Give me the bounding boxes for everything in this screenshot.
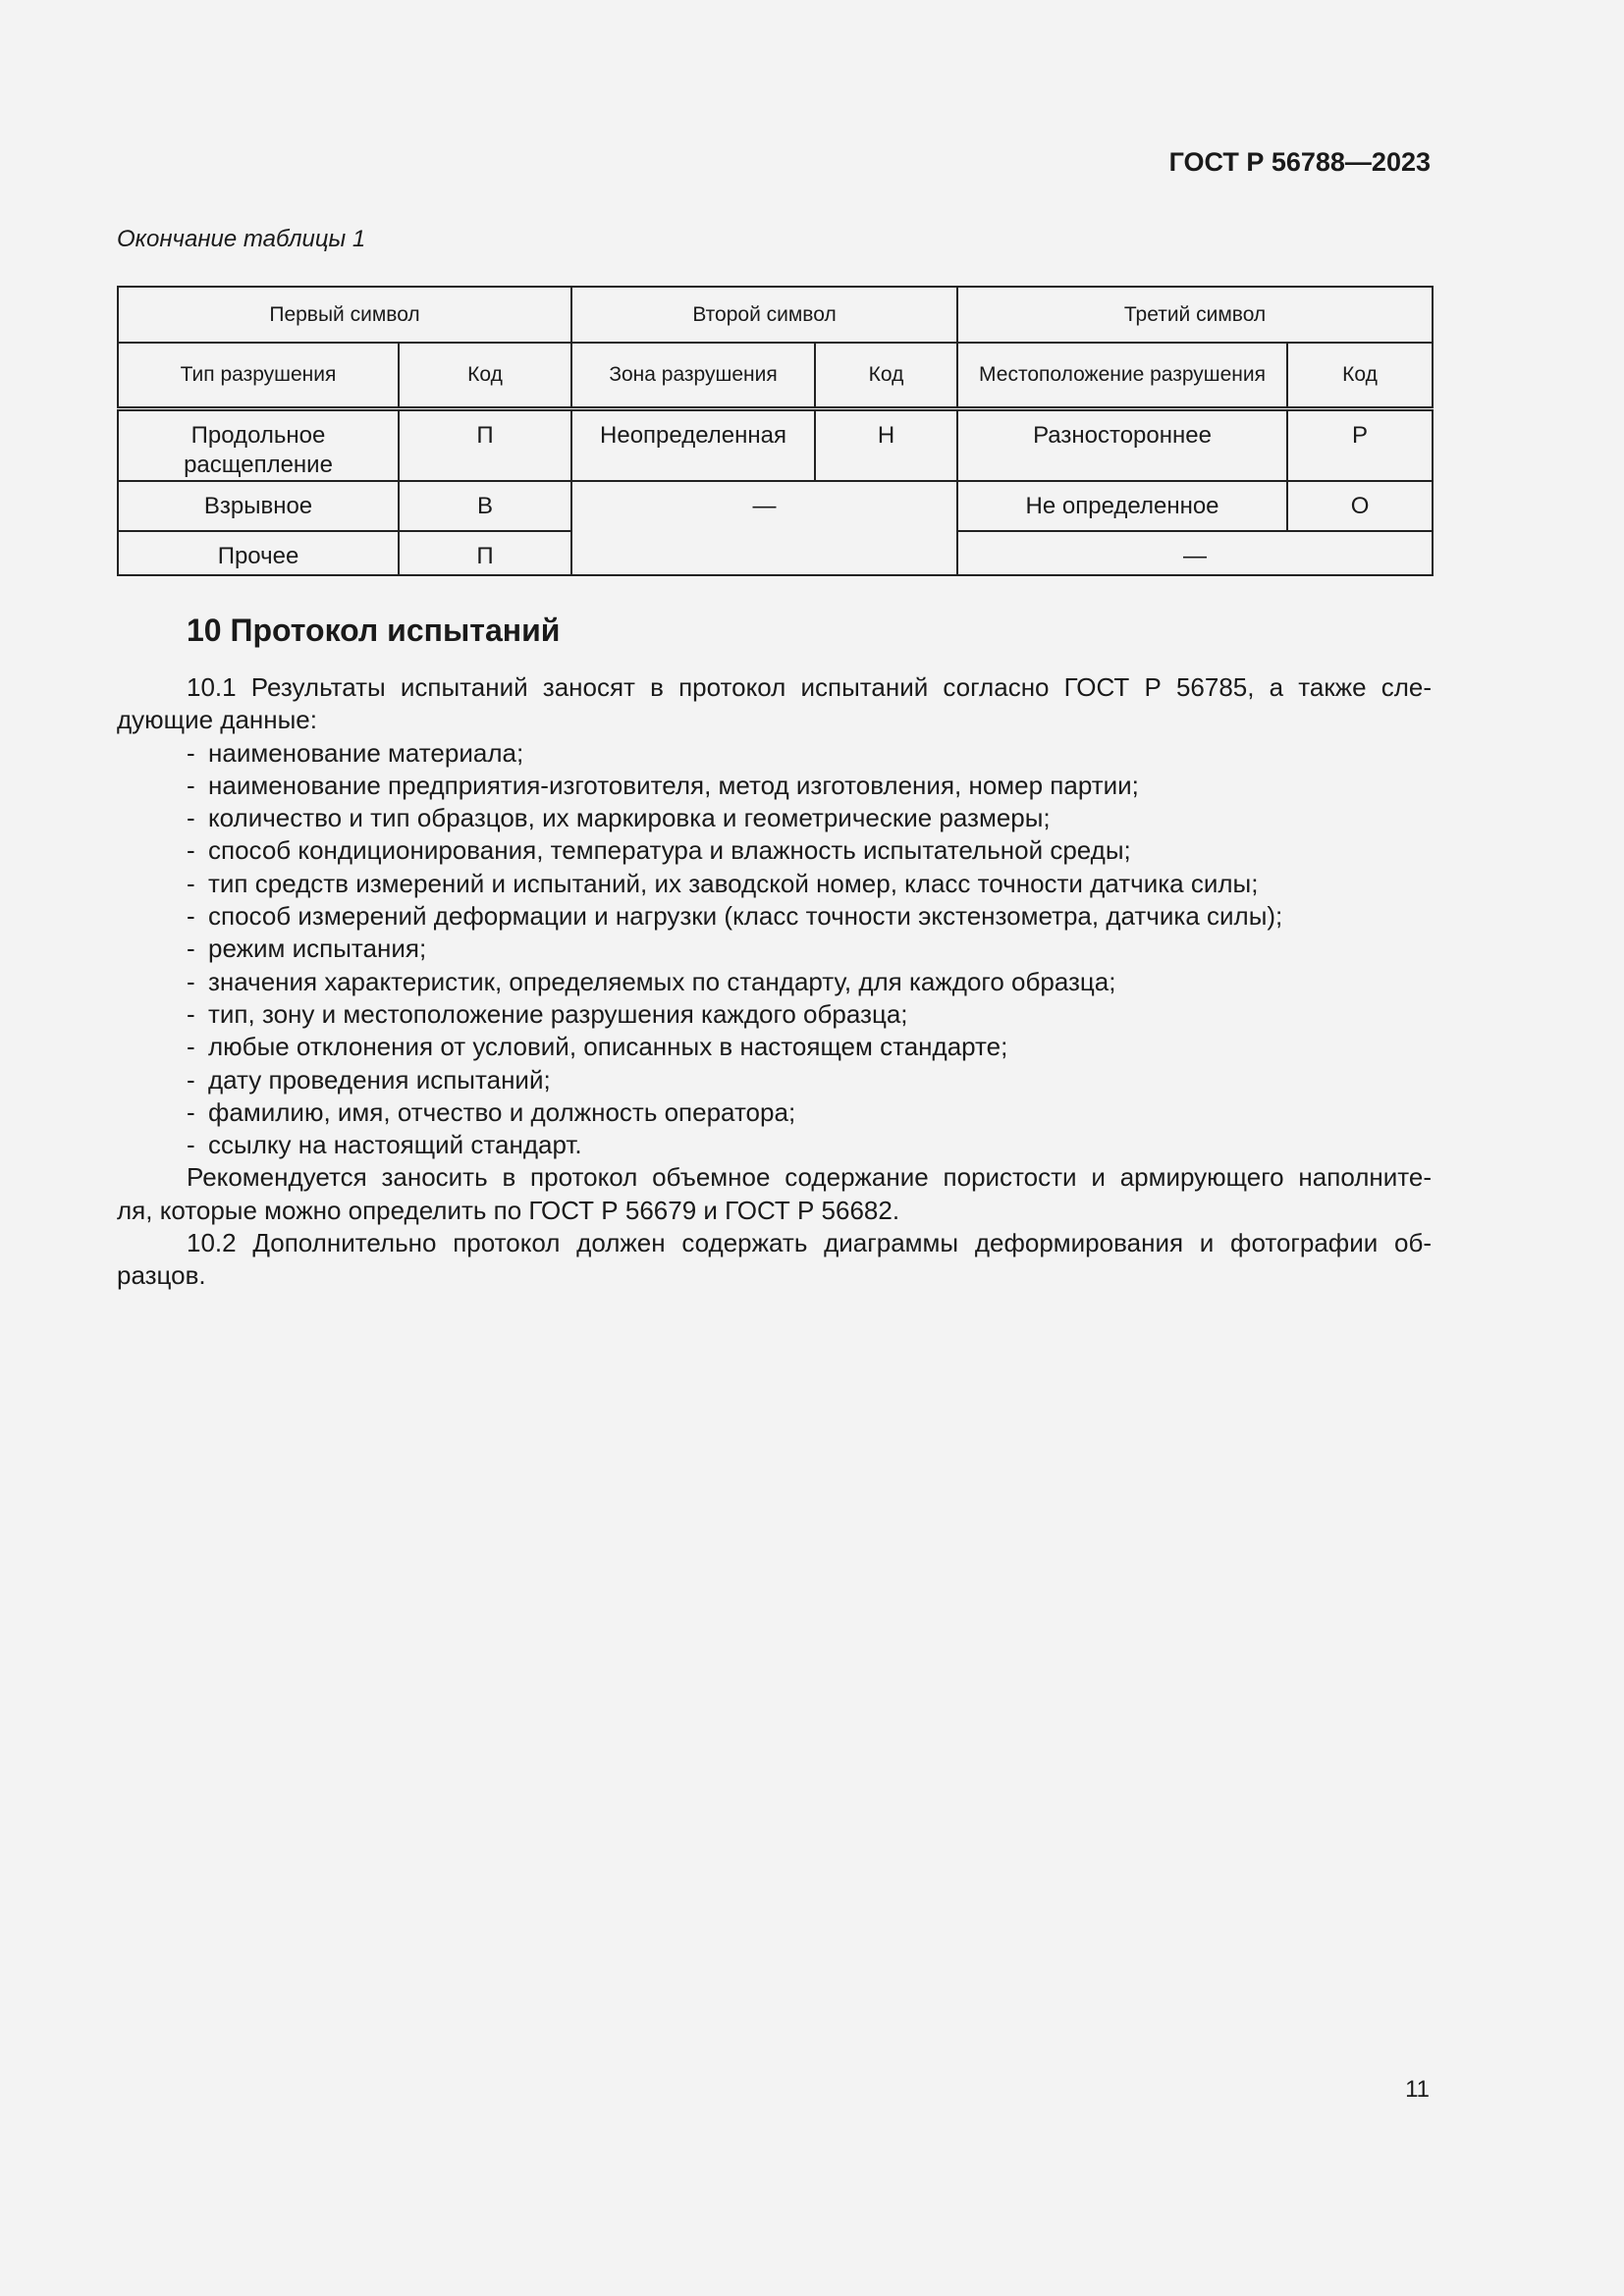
table-cell: Н	[815, 408, 957, 481]
list-item	[117, 900, 1432, 933]
list-dash: -	[187, 901, 195, 932]
list-item	[117, 1129, 1432, 1161]
column-header-code: Код	[815, 343, 957, 408]
table-cell: Разностороннее	[957, 408, 1287, 481]
paragraph-line: 10.2 Дополнительно протокол должен содержать диаграммы деформирования и фотографии об-	[187, 1228, 1432, 1258]
list-item-text: дату проведения испытаний;	[208, 1064, 551, 1095]
table-cell: Неопределенная	[571, 408, 815, 481]
list-dash: -	[187, 1032, 195, 1062]
list-item-text: фамилию, имя, отчество и должность оператора;	[208, 1096, 796, 1127]
list-dash: -	[187, 835, 195, 866]
paragraph-10-2	[117, 1227, 1432, 1259]
list-item-text: любые отклонения от условий, описанных в настоящем стандарте;	[208, 1032, 1008, 1062]
table-cell: Взрывное	[118, 481, 399, 531]
list-item	[117, 998, 1432, 1031]
list-item	[117, 1031, 1432, 1063]
table-cell: Продольное расщепление	[118, 408, 399, 481]
list-item	[117, 737, 1432, 770]
list-dash: -	[187, 770, 195, 800]
list-item	[117, 868, 1432, 900]
paragraph-10-1	[117, 671, 1432, 704]
list-dash: -	[187, 934, 195, 964]
section-title: 10 Протокол испытаний	[187, 613, 561, 648]
list-item	[117, 933, 1432, 965]
table-cell: Р	[1287, 408, 1433, 481]
table-cell-merged-dash: —	[957, 531, 1433, 575]
table-cell: Не определенное	[957, 481, 1287, 531]
paragraph-line: дующие данные:	[117, 705, 317, 735]
table-cell-merged-dash: —	[571, 481, 957, 575]
list-item-text: наименование материала;	[208, 737, 524, 768]
list-item	[117, 1096, 1432, 1129]
list-item-text: режим испытания;	[208, 934, 427, 964]
column-header-code: Код	[399, 343, 571, 408]
column-header-fracture-type: Тип разрушения	[118, 343, 399, 408]
paragraph-line: ля, которые можно определить по ГОСТ Р 56679 и ГОСТ Р 56682.	[117, 1195, 900, 1225]
fracture-code-table	[117, 286, 1434, 576]
paragraph-line: разцов.	[117, 1260, 206, 1291]
list-dash: -	[187, 737, 195, 768]
table-cell: П	[399, 531, 571, 575]
list-item-text: наименование предприятия-изготовителя, метод изготовления, номер партии;	[208, 770, 1139, 800]
group-header-second-symbol: Второй символ	[571, 287, 957, 343]
list-item-text: тип, зону и местоположение разрушения каждого образца;	[208, 998, 908, 1029]
document-code: ГОСТ Р 56788—2023	[1168, 147, 1431, 177]
page-number: 11	[1405, 2076, 1430, 2103]
table-cell: Прочее	[118, 531, 399, 575]
list-item	[117, 834, 1432, 867]
list-dash: -	[187, 1096, 195, 1127]
table-cell: О	[1287, 481, 1433, 531]
list-item-text: тип средств измерений и испытаний, их заводской номер, класс точности датчика силы;	[208, 868, 1259, 898]
paragraph-recommendation	[117, 1161, 1432, 1194]
protocol-items-list	[117, 737, 1432, 1162]
list-item	[117, 770, 1432, 802]
column-header-fracture-location: Местоположение разрушения	[957, 343, 1287, 408]
section-body	[117, 671, 1432, 1293]
column-header-fracture-zone: Зона разрушения	[571, 343, 815, 408]
list-item	[117, 1064, 1432, 1096]
table-row	[118, 481, 1433, 531]
table-cell: П	[399, 408, 571, 481]
list-dash: -	[187, 998, 195, 1029]
table-subheader-row	[118, 343, 1433, 408]
list-item-text: способ измерений деформации и нагрузки (класс точности экстензометра, датчика силы);	[208, 901, 1283, 932]
list-item-text: способ кондиционирования, температура и влажность испытательной среды;	[208, 835, 1131, 866]
list-item-text: ссылку на настоящий стандарт.	[208, 1130, 582, 1160]
table-cell: В	[399, 481, 571, 531]
list-item	[117, 802, 1432, 834]
table-caption: Окончание таблицы 1	[117, 226, 366, 252]
list-item-text: количество и тип образцов, их маркировка и геометрические размеры;	[208, 803, 1051, 833]
column-header-code: Код	[1287, 343, 1433, 408]
list-dash: -	[187, 1064, 195, 1095]
table-row	[118, 408, 1433, 481]
group-header-first-symbol: Первый символ	[118, 287, 571, 343]
list-dash: -	[187, 966, 195, 996]
list-item	[117, 966, 1432, 998]
list-item-text: значения характеристик, определяемых по стандарту, для каждого образца;	[208, 966, 1116, 996]
table-group-header-row	[118, 287, 1433, 343]
list-dash: -	[187, 1130, 195, 1160]
paragraph-line: Рекомендуется заносить в протокол объемное содержание пористости и армирующего наполните-	[187, 1162, 1432, 1193]
group-header-third-symbol: Третий символ	[957, 287, 1433, 343]
list-dash: -	[187, 868, 195, 898]
paragraph-line: 10.1 Результаты испытаний заносят в протокол испытаний согласно ГОСТ Р 56785, а также сле-	[187, 672, 1432, 702]
list-dash: -	[187, 803, 195, 833]
